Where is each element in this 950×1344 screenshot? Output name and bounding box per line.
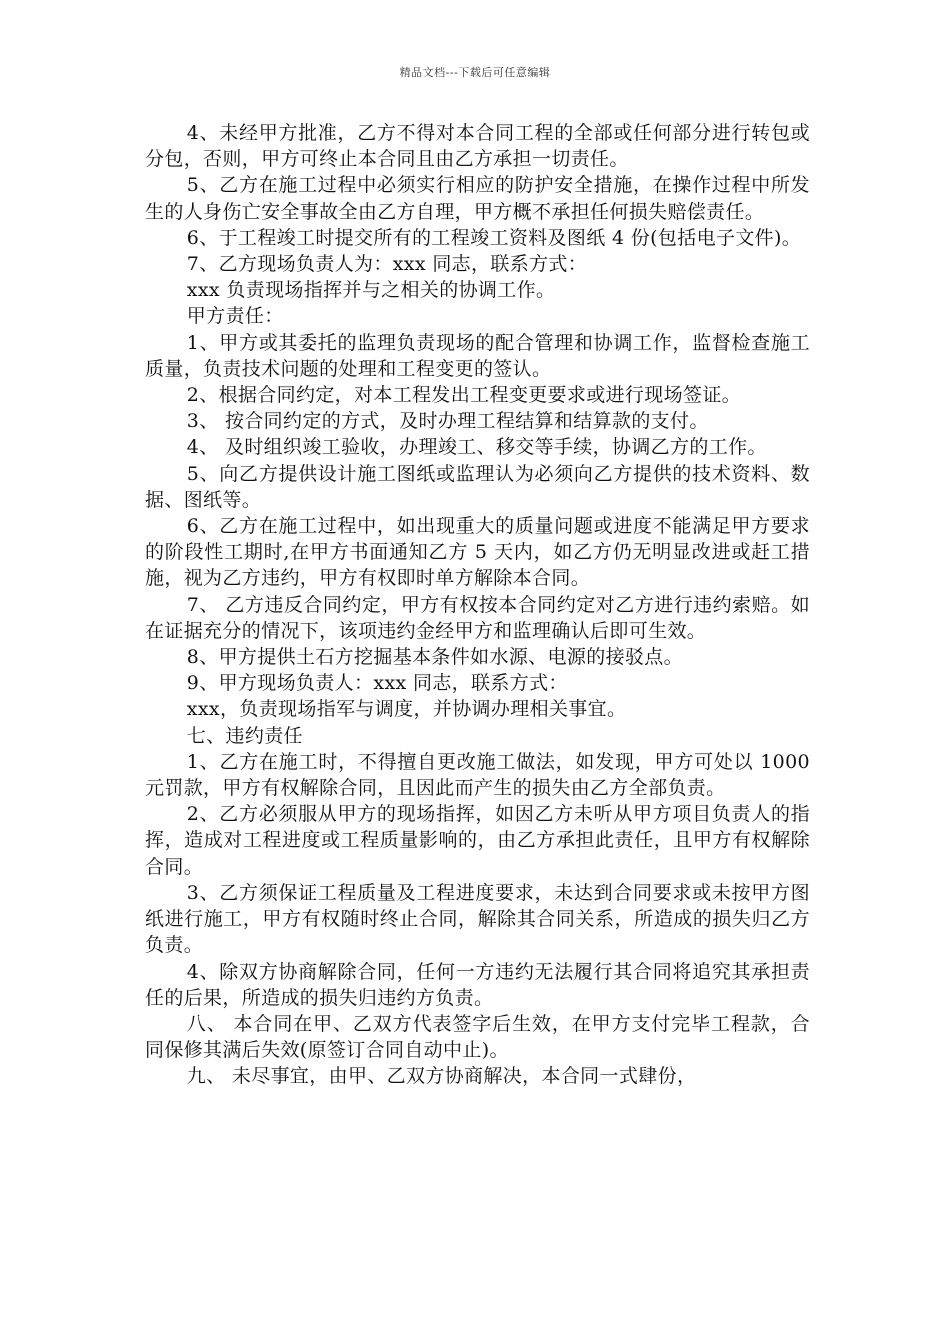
paragraph: 3、 按合同约定的方式，及时办理工程结算和结算款的支付。 (186, 410, 709, 433)
paragraph: 4、未经甲方批准，乙方不得对本合同工程的全部或任何部分进行转包或分包，否则，甲方可终止本合同且由乙方承担一切责任。 (145, 122, 810, 171)
paragraph: 4、 及时组织竣工验收，办理竣工、移交等手续，协调乙方的工作。 (186, 436, 767, 459)
paragraph: 7、 乙方违反合同约定，甲方有权按本合同约定对乙方进行违约索赔。如在证据充分的情况下，该项违约金经甲方和监理确认后即可生效。 (145, 593, 810, 642)
paragraph: xxx，负责现场指军与调度，并协调办理相关事宜。 (186, 698, 627, 721)
document-body (145, 120, 810, 1090)
page-header: 精品文档---下载后可任意编辑 (399, 66, 551, 79)
paragraph: 9、甲方现场负责人：xxx 同志，联系方式： (186, 672, 568, 695)
section-heading: 甲方责任： (186, 305, 284, 328)
paragraph: 3、乙方须保证工程质量及工程进度要求，未达到合同要求或未按甲方图纸进行施工，甲方有权随时终止合同，解除其合同关系，所造成的损失归乙方负责。 (145, 881, 810, 957)
paragraph: xxx 负责现场指挥并与之相关的协调工作。 (186, 279, 556, 302)
paragraph: 2、根据合同约定，对本工程发出工程变更要求或进行现场签证。 (186, 384, 742, 407)
section-heading: 七、违约责任 (186, 724, 303, 747)
paragraph: 2、乙方必须服从甲方的现场指挥，如因乙方未听从甲方项目负责人的指挥，造成对工程进度或工程质量影响的，由乙方承担此责任，且甲方有权解除合同。 (145, 803, 810, 878)
paragraph: 8、甲方提供土石方挖掘基本条件如水源、电源的接驳点。 (186, 646, 683, 669)
paragraph: 1、甲方或其委托的监理负责现场的配合管理和协调工作，监督检查施工质量，负责技术问题的处理和工程变更的签认。 (145, 331, 810, 380)
paragraph: 5、乙方在施工过程中必须实行相应的防护安全措施，在操作过程中所发生的人身伤亡安全事故全由乙方自理，甲方概不承担任何损失赔偿责任。 (145, 174, 810, 223)
paragraph: 5、向乙方提供设计施工图纸或监理认为必须向乙方提供的技术资料、数据、图纸等。 (145, 462, 810, 511)
paragraph: 4、除双方协商解除合同，任何一方违约无法履行其合同将追究其承担责任的后果，所造成的损失归违约方负责。 (145, 960, 810, 1009)
paragraph: 6、于工程竣工时提交所有的工程竣工资料及图纸 4 份(包括电子文件)。 (186, 226, 802, 249)
paragraph: 6、乙方在施工过程中，如出现重大的质量问题或进度不能满足甲方要求的阶段性工期时,在甲方书面通知乙方 5 天内，如乙方仍无明显改进或赶工措施，视为乙方违约，甲方有权即时单方解除本合同。 (145, 515, 810, 590)
paragraph: 八、 本合同在甲、乙双方代表签字后生效，在甲方支付完毕工程款，合同保修其满后失效(原签订合同自动中止)。 (145, 1012, 810, 1062)
paragraph: 九、 未尽事宜，由甲、乙双方协商解决，本合同一式肆份， (186, 1065, 697, 1088)
paragraph: 7、乙方现场负责人为：xxx 同志，联系方式： (186, 253, 588, 276)
paragraph: 1、乙方在施工时，不得擅自更改施工做法，如发现，甲方可处以 1000 元罚款，甲方有权解除合同，且因此而产生的损失由乙方全部负责。 (145, 750, 810, 800)
